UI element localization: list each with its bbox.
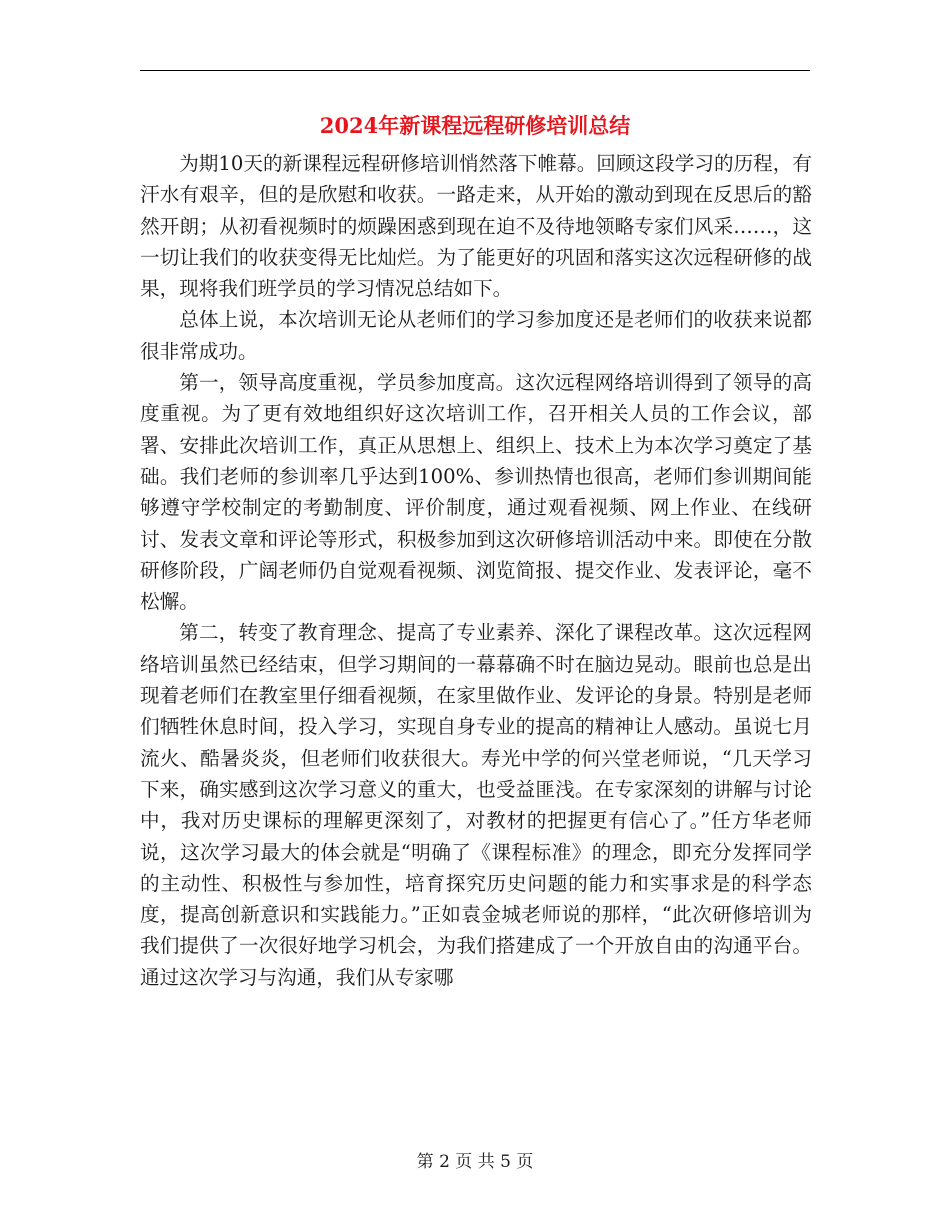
page-number: 第 2 页 共 5 页 (416, 1152, 534, 1172)
paragraph-second-point: 第二，转变了教育理念、提高了专业素养、深化了课程改革。这次远程网络培训虽然已经结束，但学习期间的一幕幕确不时在脑边晃动。眼前也总是出现着老师们在教室里仔细看视频，在家里做作业、发评论的身景。特别是老师们牺牲休息时间，投入学习，实现自身专业的提高的精神让人感动。虽说七月流火、酷暑炎炎，但老师们收获很大。寿光中学的何兴堂老师说，“几天学习下来，确实感到这次学习意义的重大，也受益匪浅。在专家深刻的讲解与讨论中，我对历史课标的理解更深刻了，对教材的把握更有信心了。”任方华老师说，这次学习最大的体会就是“明确了《课程标准》的理念，即充分发挥同学的主动性、积极性与参加性，培育探究历史问题的能力和实事求是的科学态度，提高创新意识和实践能力。”正如袁金城老师说的那样，“此次研修培训为我们提供了一次很好地学习机会，为我们搭建成了一个开放自由的沟通平台。通过这次学习与沟通，我们从专家哪 (140, 621, 812, 989)
paragraph-intro: 为期10天的新课程远程研修培训悄然落下帷幕。回顾这段学习的历程，有汗水有艰辛，但的是欣慰和收获。一路走来，从开始的激动到现在反思后的豁然开朗；从初看视频时的烦躁困惑到现在迫不及待地领略专家们风采……，这一切让我们的收获变得无比灿烂。为了能更好的巩固和落实这次远程研修的战果，现将我们班学员的学习情况总结如下。 (140, 152, 812, 301)
document-body (140, 148, 812, 993)
paragraph-first-point: 第一，领导高度重视，学员参加度高。这次远程网络培训得到了领导的高度重视。为了更有效地组织好这次培训工作，召开相关人员的工作会议，部署、安排此次培训工作，真正从思想上、组织上、技术上为本次学习奠定了基础。我们老师的参训率几乎达到100%、参训热情也很高，老师们参训期间能够遵守学校制定的考勤制度、评价制度，通过观看视频、网上作业、在线研讨、发表文章和评论等形式，积极参加到这次研修培训活动中来。即使在分散研修阶段，广阔老师仍自觉观看视频、浏览简报、提交作业、发表评论，毫不松懈。 (140, 371, 812, 614)
document-title: 2024年新课程远程研修培训总结 (319, 113, 631, 138)
header-rule (140, 70, 810, 71)
paragraph-overall: 总体上说，本次培训无论从老师们的学习参加度还是老师们的收获来说都很非常成功。 (140, 308, 812, 363)
